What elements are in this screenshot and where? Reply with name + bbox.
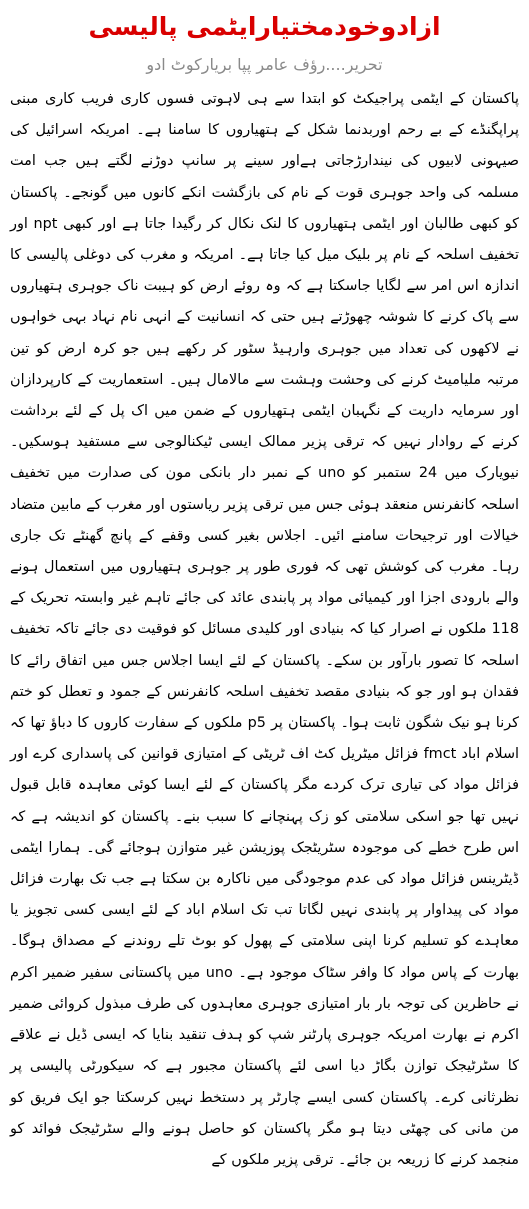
article-paragraph: پاکستان کے ایٹمی پراجیکٹ کو ابتدا سے ہی لاہوتی فسوں کاری فریب کاری مبنی پراپگنڈے کے بے رحم اوربدنما شکل کے ہتھیاروں کا سامنا ہے۔ امریکہ اسرائیل کی صیہونی لابیوں کی نیندارڑجاتی ہےاور سینے پر سانپ دوڑنے لگتے ہیں جب امت مسلمہ کی واحد جوہری قوت کے نام کی بازگشت انکے کانوں میں گونجے۔ پاکستان کو کبھی طالبان اور ایٹمی ہتھیاروں کا لنک نکال کر رگیدا جاتا ہے اور کبھی npt اور تخفیف اسلحہ کے نام پر بلیک میل کیا جاتا ہے۔ امریکہ و مغرب کی دوغلی پالیسی کا اندازہ اس امر سے لگایا جاسکتا ہے کہ وہ روئے ارض کو ہیبت ناک جوہری ہتھیاروں سے پاک کرنے کا شوشہ چھوڑتے ہیں حتی کہ انسانیت کے انہی نام نہاد بہی خواہوں نے لاکھوں کی تعداد میں جوہری وارہیڈ سٹور کر رکھے ہیں جو کرہ ارض کو تین مرتبہ ملیامیٹ کرنے کی وحشت وہشت سے مالامال ہیں۔ استعماریت کے کارپردازان اور سرمایہ داریت کے نگہبان ایٹمی ہتھیاروں کے ضمن میں اک پل کے لئے برداشت کرنے کے روادار نہیں کہ ترقی پزیر ممالک ایسی ٹیکنالوجی سے مستفید ہوسکیں۔ نیویارک میں 24 ستمبر کو uno کے نمبر دار بانکی مون کی صدارت میں تخفیف اسلحہ کانفرنس منعقد ہوئی جس میں ترقی پزیر ریاستوں اور مغرب کے مابین متضاد خیالات اور ترجیحات سامنے ائیں۔ اجلاس بغیر کسی وقفے کے پانچ گھنٹے تک جاری رہا۔ مغرب کی کوشش تھی کہ فوری طور پر جوہری ہتھیاروں میں استعمال ہونے والے بارودی اجزا اور کیمیائی مواد پر پابندی عائد کی جائے تاہم غیر وابستہ تحریک کے 118 ملکوں نے اصرار کیا کہ بنیادی اور کلیدی مسائل کو فوقیت دی جائے تاکہ تخفیف اسلحہ کا تصور بارآور بن سکے۔ پاکستان کے لئے ایسا اجلاس جس میں اتفاق رائے کا فقدان ہو اور جو کہ بنیادی مقصد تخفیف اسلحہ کانفرنس کے جمود و تعطل کو ختم کرنا ہو نیک شگون ثابت ہوا۔ پاکستان پر p5 ملکوں کے سفارت کاروں کا دباؤ تھا کہ اسلام اباد fmct فزائل میٹریل کٹ اف ٹریٹی کے امتیازی قوانین کی پاسداری کرے اور فزائل مواد کی تیاری ترک کردے مگر پاکستان کے لئے ایسا کوئی معاہدہ قابل قبول نہیں تھا جو اسکی سلامتی کو زک پہنچانے کا سبب بنے۔ پاکستان کو اندیشہ ہے کہ اس طرح خطے کی موجودہ سٹریٹجک پوزیشن غیر متوازن ہوجائے گی۔ ہمارا ایٹمی ڈیٹرینس فزائل مواد کی عدم موجودگی میں ناکارہ بن سکتا ہے جب تک بھارت فزائل مواد کی پیداوار پر پابندی نہیں لگاتا تب تک اسلام اباد کے لئے ایسی کسی تجویز یا معاہدے کو تسلیم کرنا اپنی سلامتی کے پھول کو بوٹ تلے روندنے کے مصداق ہوگا۔ بھارت کے پاس مواد کا وافر سٹاک موجود ہے۔ uno میں پاکستانی سفیر ضمیر اکرم نے حاظرین کی توجہ بار بار امتیازی جوہری معاہدوں کی طرف مبذول کروائی ضمیر اکرم نے بھارت امریکہ جوہری پارٹنر شپ کو ہدف تنقید بنایا کہ ایسی ڈیل نے علاقے کا سٹرٹیجک توازن بگاڑ دیا اسی لئے پاکستان مجبور ہے کہ سیکورٹی پالیسی پر نظرثانی کرے۔ پاکستان کسی ایسے چارٹر پر دستخط نہیں کرسکتا جو ایک فریق کو من مانی کی چھٹی دیتا ہو مگر پاکستان کو حاصل ہونے والے سٹرٹیجک فوائد کو منجمد کرنے کا زریعہ بن جائے۔ ترقی پزیر ملکوں کے: [10, 91, 520, 1168]
article-byline: تحریر....رؤف عامر پپا بریارکوٹ ادو: [146, 55, 383, 74]
article-title: ازادوخودمختیارایٹمی پالیسی: [88, 12, 441, 41]
article-body: [10, 84, 519, 1176]
